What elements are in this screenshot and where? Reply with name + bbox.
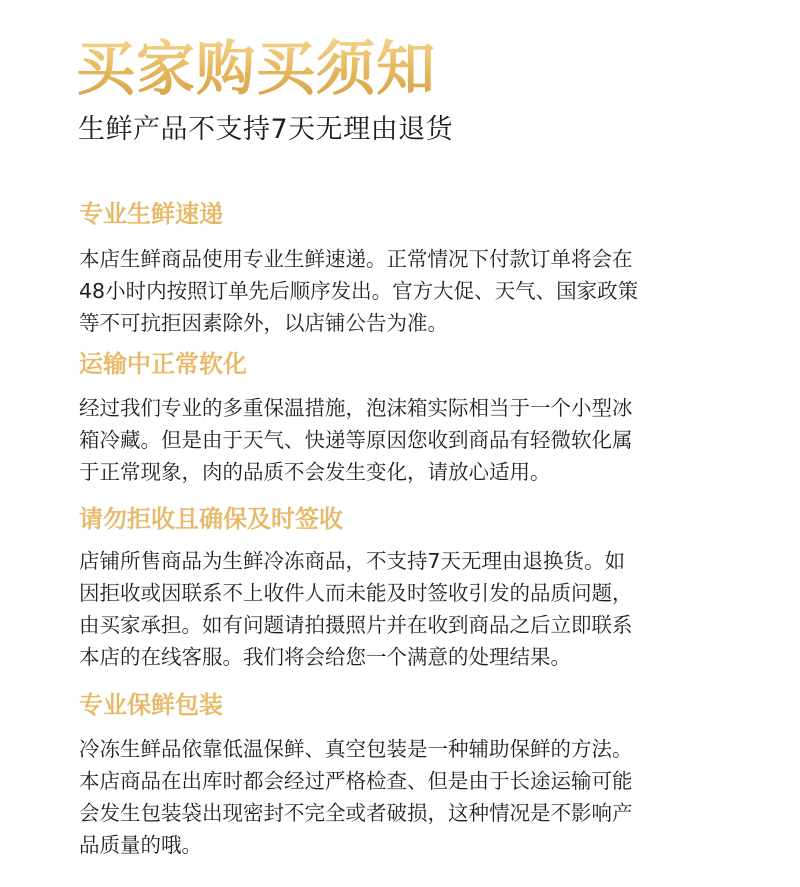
section-body-do-not-refuse [79, 545, 719, 673]
page-subtitle: 生鲜产品不支持7天无理由退货 [78, 114, 454, 145]
paragraph-line: 箱冷藏。但是由于天气、快递等原因您收到商品有轻微软化属 [79, 428, 633, 452]
paragraph-line: 由买家承担。如有问题请拍摄照片并在收到商品之后立即联系 [79, 613, 633, 637]
paragraph-line: 等不可抗拒因素除外，以店铺公告为准。 [79, 311, 448, 335]
paragraph-line: 本店生鲜商品使用专业生鲜速递。正常情况下付款订单将会在 [79, 247, 633, 271]
section-body-transport-softening [79, 392, 719, 488]
paragraph-line: 因拒收或因联系不上收件人而未能及时签收引发的品质问题， [79, 581, 633, 605]
section-heading-transport-softening: 运输中正常软化 [79, 350, 247, 378]
paragraph-line: 会发生包装袋出现密封不完全或者破损，这种情况是不影响产 [79, 801, 633, 825]
paragraph-line: 于正常现象，肉的品质不会发生变化，请放心适用。 [79, 460, 551, 484]
section-body-fresh-packaging [79, 733, 719, 861]
section-body-express-delivery [79, 243, 719, 339]
paragraph-line: 本店商品在出库时都会经过严格检查、但是由于长途运输可能 [79, 769, 633, 793]
section-heading-fresh-packaging: 专业保鲜包装 [79, 691, 223, 719]
paragraph-line: 品质量的哦。 [79, 833, 202, 857]
page-title: 买家购买须知 [76, 34, 437, 103]
section-heading-express-delivery: 专业生鲜速递 [79, 200, 223, 228]
paragraph-line: 本店的在线客服。我们将会给您一个满意的处理结果。 [79, 645, 571, 669]
paragraph-line: 经过我们专业的多重保温措施，泡沫箱实际相当于一个小型冰 [79, 396, 633, 420]
section-heading-do-not-refuse: 请勿拒收且确保及时签收 [79, 505, 343, 533]
paragraph-line: 冷冻生鲜品依靠低温保鲜、真空包装是一种辅助保鲜的方法。 [79, 737, 633, 761]
paragraph-line: 店铺所售商品为生鲜冷冻商品，不支持7天无理由退换货。如 [79, 549, 626, 573]
paragraph-line: 48小时内按照订单先后顺序发出。官方大促、天气、国家政策 [79, 279, 639, 303]
